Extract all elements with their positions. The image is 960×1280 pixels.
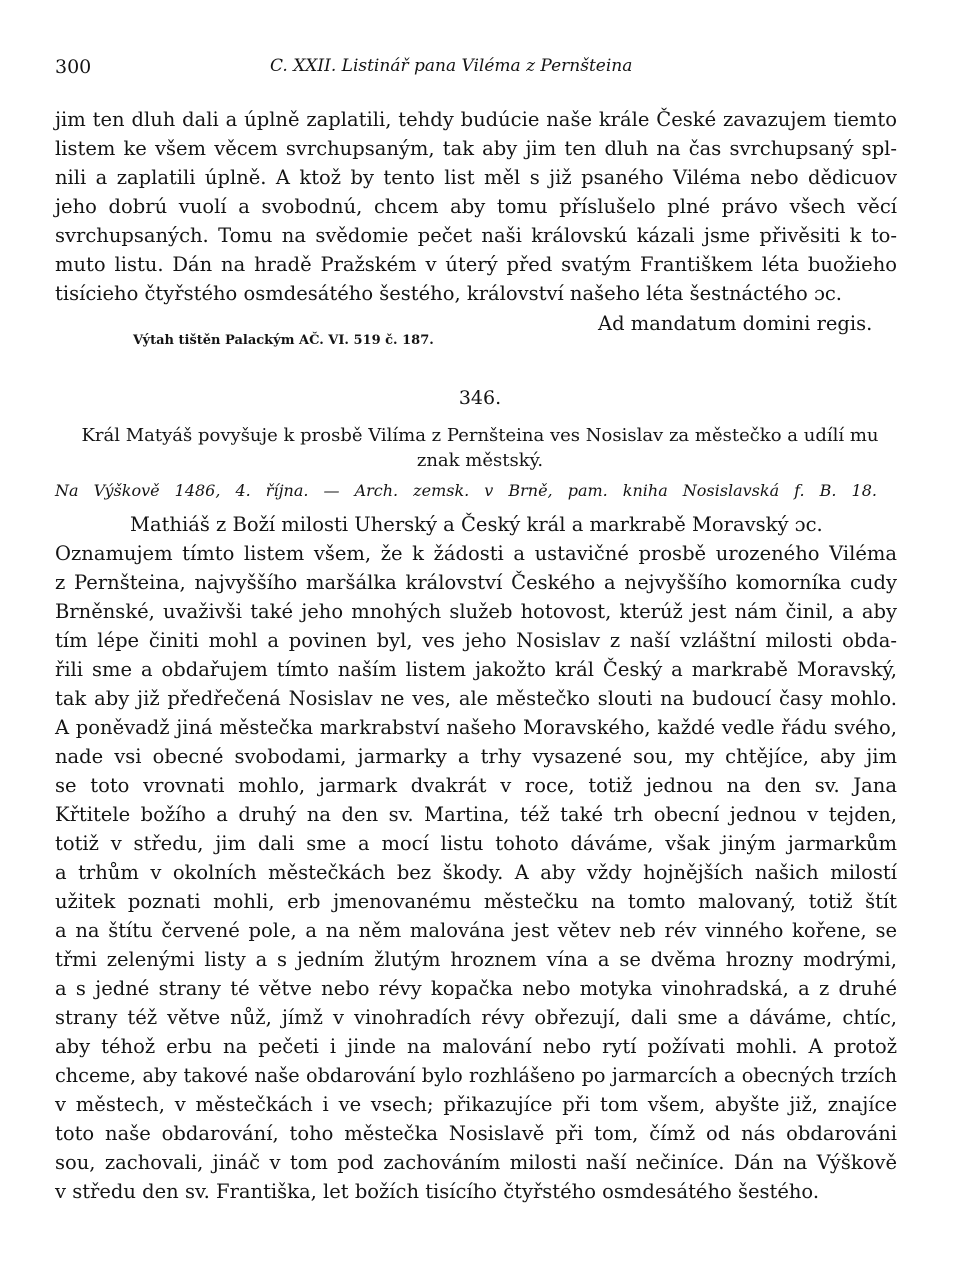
document-number: 346. bbox=[458, 387, 502, 409]
text-line: nade vsi obecné svobodami, jarmarky a trhy vysazené sou, my chtějíce, aby jim bbox=[55, 745, 897, 768]
text-line: jim ten dluh dali a úplně zaplatili, tehdy budúcie naše krále České zavazujem tiemto bbox=[55, 108, 897, 131]
caption-line: znak městský. bbox=[416, 450, 544, 471]
caption-line: Král Matyáš povyšuje k prosbě Vilíma z Pernšteina ves Nosislav za městečko a udílí mu bbox=[81, 425, 879, 446]
text-line: v městech, v městečkách i ve vsech; přikazujíce při tom všem, abyšte již, znajíce bbox=[55, 1093, 897, 1116]
text-line: tím lépe činiti mohl a povinen byl, ves jeho Nosislav z naší vzláštní milosti obda- bbox=[55, 629, 897, 652]
document-caption bbox=[60, 423, 900, 473]
text-line: totiž v středu, jim dali sme a mocí listu tohoto dáváme, však jiným jarmarkům bbox=[55, 832, 897, 855]
text-line: tak aby již předřečená Nosislav ne ves, ale městečko slouti na budoucí časy mohlo. bbox=[55, 687, 897, 710]
text-line: a trhům v okolních městečkách bez škody. A aby vždy hojnějších našich milostí bbox=[55, 861, 897, 884]
source-note: Výtah tištěn Palackým AČ. VI. 519 č. 187. bbox=[133, 333, 434, 348]
text-line-last: v středu den sv. Františka, let božích tisícího čtyřstého osmdesátého šestého. bbox=[55, 1180, 820, 1203]
page-header bbox=[55, 56, 905, 86]
closing-formula: Ad mandatum domini regis. bbox=[598, 312, 873, 335]
running-title: C. XXII. Listinář pana Viléma z Pernšteina bbox=[270, 56, 633, 76]
text-line: muto listu. Dán na hradě Pražském v úterý před svatým Františkem léta buožieho bbox=[55, 253, 897, 276]
text-line: listem ke všem věcem svrchupsaným, tak aby jim ten dluh na čas svrchupsaný spl- bbox=[55, 137, 897, 160]
text-line: strany též větve nůž, jímž v vinohradích révy obřezují, dali sme a dáváme, chtíc, bbox=[55, 1006, 897, 1029]
text-line: užitek poznati mohli, erb jmenovanému městečku na tomto malovaný, totiž štít bbox=[55, 890, 897, 913]
text-line: svrchupsaných. Tomu na svědomie pečet naši královskú kázali jsme přivěsiti k to- bbox=[55, 224, 897, 247]
text-line: nili a zaplatili úplně. A ktož by tento list měl s již psaného Viléma nebo dědicuov bbox=[55, 166, 897, 189]
text-line: chceme, aby takové naše obdarování bylo rozhlášeno po jarmarcích a obecných trzích bbox=[55, 1064, 897, 1087]
text-line: toto naše obdarování, toho městečka Nosislavě při tom, čímž od nás obdarováni bbox=[55, 1122, 897, 1145]
text-line: tisícieho čtyřstého osmdesátého šestého, království našeho léta šestnáctého ɔc. bbox=[55, 282, 843, 305]
text-line: řili sme a obdařujem tímto naším listem jakožto král Český a markrabě Moravský, bbox=[55, 658, 897, 681]
text-line: z Pernšteina, najvyššího maršálka království Českého a nejvyššího komorníka cudy bbox=[55, 571, 897, 594]
text-line: a na štítu červené pole, a na něm malována jest větev neb rév vinného kořene, se bbox=[55, 919, 897, 942]
document-metadata: Na Výškově 1486, 4. října. — Arch. zemsk. v Brně, pam. kniha Nosislavská f. B. 18. bbox=[55, 481, 877, 500]
text-line: aby téhož erbu na pečeti i jinde na malování nebo rytí požívati mohli. A protož bbox=[55, 1035, 897, 1058]
page-number: 300 bbox=[55, 56, 92, 78]
text-line: třmi zelenými listy a s jedním žlutým hroznem vína a se dvěma hrozny modrými, bbox=[55, 948, 897, 971]
text-line: Oznamujem tímto listem všem, že k žádosti a ustavičné prosbě urozeného Viléma bbox=[55, 542, 897, 565]
text-line-first: Mathiáš z Boží milosti Uherský a Český král a markrabě Moravský ɔc. bbox=[130, 513, 823, 536]
text-line: A poněvadž jiná městečka markrabství našeho Moravského, každé vedle řádu svého, bbox=[55, 716, 897, 739]
text-line: jeho dobrú vuolí a svobodnú, chcem aby tomu příslušelo plné právo všech věcí bbox=[55, 195, 897, 218]
text-line: sou, zachovali, jináč v tom pod zachováním milosti naší nečiníce. Dán na Výškově bbox=[55, 1151, 897, 1174]
text-line: Křtitele božího a druhý na den sv. Martina, též také trh obecní jednou v tejden, bbox=[55, 803, 897, 826]
text-line: a s jedné strany té větve nebo révy kopačka nebo motyka vinohradská, a z druhé bbox=[55, 977, 897, 1000]
text-line: se toto vrovnati mohlo, jarmark dvakrát v roce, totiž jednou na den sv. Jana bbox=[55, 774, 897, 797]
text-line: Brněnské, uvaživši také jeho mnohých služeb hotovost, kterúž jest nám činil, a aby bbox=[55, 600, 897, 623]
